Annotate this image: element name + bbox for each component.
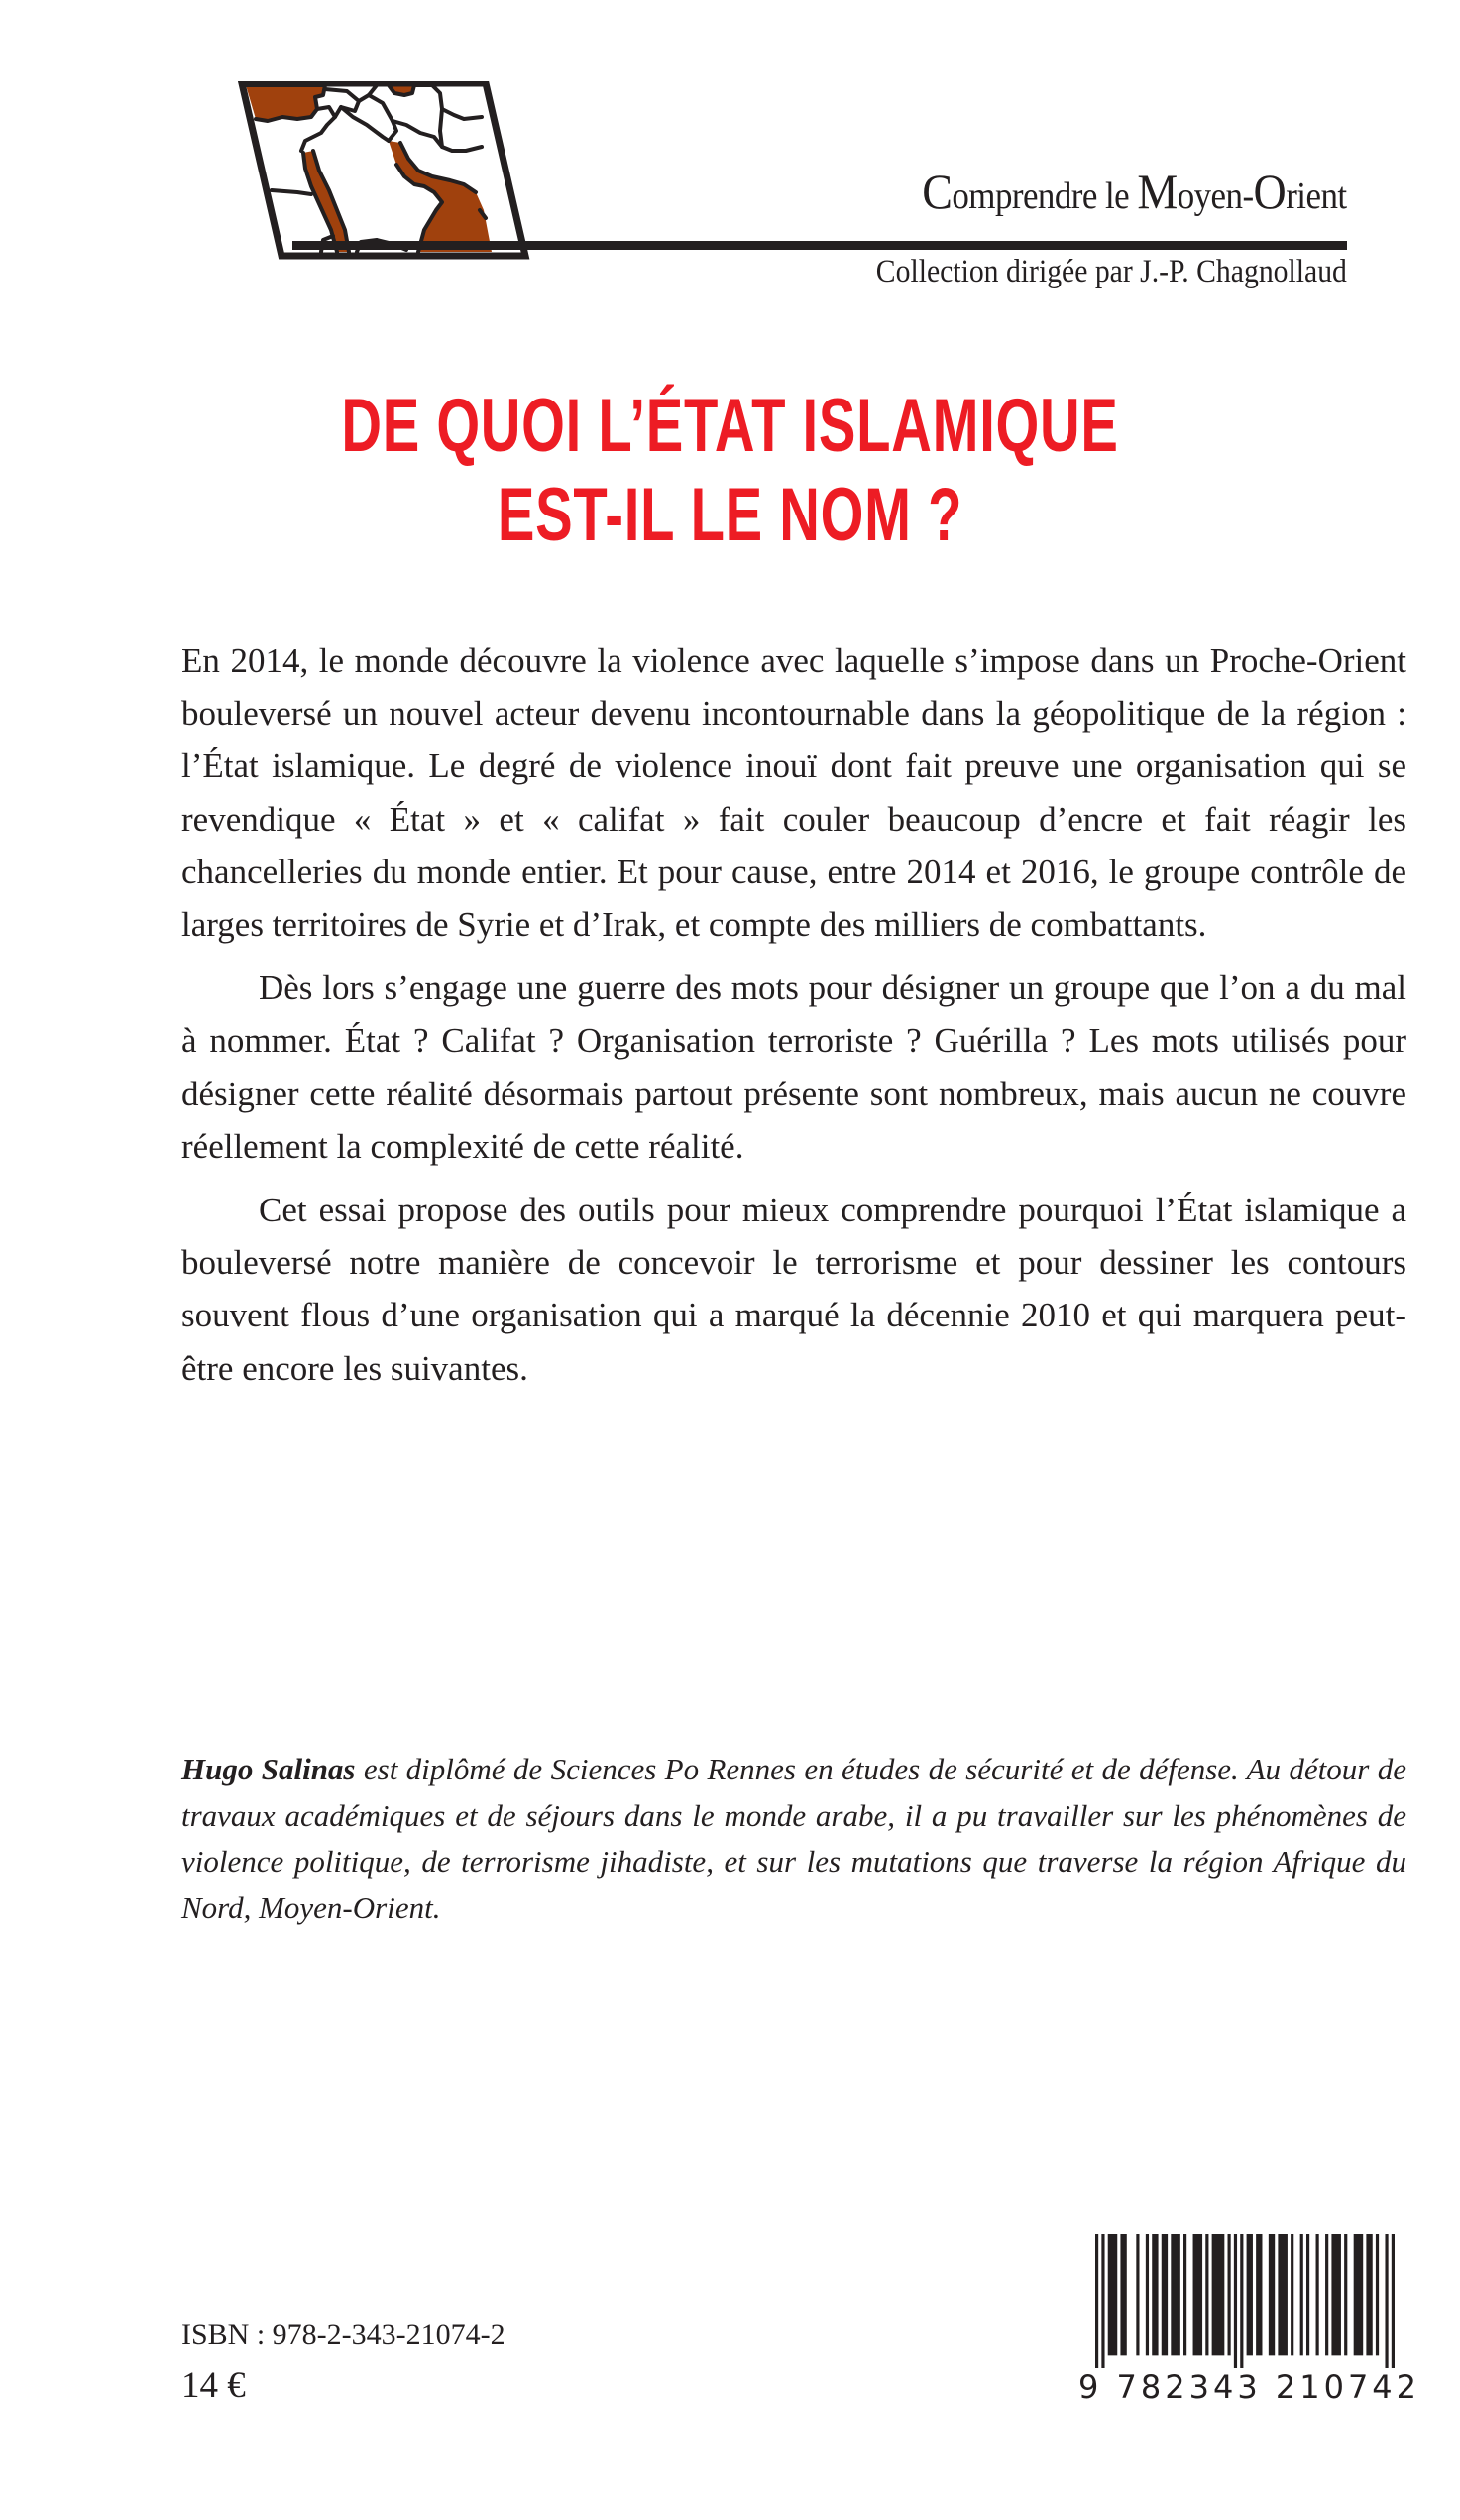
book-title xyxy=(0,382,1460,560)
barcode-icon xyxy=(1095,2234,1395,2368)
series-title-initial-m: M xyxy=(1137,164,1179,219)
series-title-part: omprendre le xyxy=(952,175,1138,217)
author-bio-text: est diplômé de Sciences Po Rennes en études de sécurité et de défense. Au détour de travaux académiques et de séjours dans le monde arabe, il a pu travailler sur les phénomènes de violence politique, de terrorisme jihadiste, et sur les mutations que traverse la région Afrique du Nord, Moyen-Orient. xyxy=(181,1752,1406,1925)
blurb xyxy=(181,634,1406,1406)
barcode-digits: 9 782343 210742 xyxy=(1078,2368,1421,2406)
blurb-paragraph-3: Cet essai propose des outils pour mieux comprendre pourquoi l’État islamique a bouleversé notre manière de concevoir le terrorisme et pour dessiner les contours souvent flous d’une organisation qui a marqué la décennie 2010 et qui marquera peut-être encore les suivantes. xyxy=(181,1191,1406,1388)
isbn: ISBN : 978-2-343-21074-2 xyxy=(181,2318,505,2350)
series-title-part: rient xyxy=(1286,175,1347,217)
series-editor: Collection dirigée par J.-P. Chagnollaud xyxy=(875,254,1347,289)
middle-east-map-icon xyxy=(238,81,535,260)
blurb-paragraph-2: Dès lors s’engage une guerre des mots pour désigner un groupe que l’on a du mal à nommer. État ? Califat ? Organisation terroriste ? Guérilla ? Les mots utilisés pour désigner cette réalité désormais partout présente sont nombreux, mais aucun ne couvre réellement la complexité de cette réalité. xyxy=(181,969,1406,1166)
author-bio xyxy=(181,1747,1406,1931)
series-title xyxy=(922,164,1347,219)
book-title-line-2: EST-IL LE NOM ? xyxy=(497,473,963,557)
series-title-initial-c: C xyxy=(922,164,953,219)
series-title-part: oyen- xyxy=(1178,175,1255,217)
series-title-initial-o: O xyxy=(1254,164,1287,219)
blurb-paragraph-1: En 2014, le monde découvre la violence avec laquelle s’impose dans un Proche-Orient bouleversé un nouvel acteur devenu incontournable dans la géopolitique de la région : l’État islamique. Le degré de violence inouï dont fait preuve une organisation qui se revendique « État » et « califat » fait couler beaucoup d’encre et fait réagir les chancelleries du monde entier. Et pour cause, entre 2014 et 2016, le groupe contrôle de larges territoires de Syrie et d’Irak, et compte des milliers de combattants. xyxy=(181,641,1406,945)
gulf-arabian-sea-fill xyxy=(389,141,492,252)
header-rule xyxy=(292,241,1347,250)
author-name: Hugo Salinas xyxy=(181,1752,356,1786)
book-title-line-1: DE QUOI L’ÉTAT ISLAMIQUE xyxy=(341,384,1119,468)
price: 14 € xyxy=(181,2365,246,2406)
